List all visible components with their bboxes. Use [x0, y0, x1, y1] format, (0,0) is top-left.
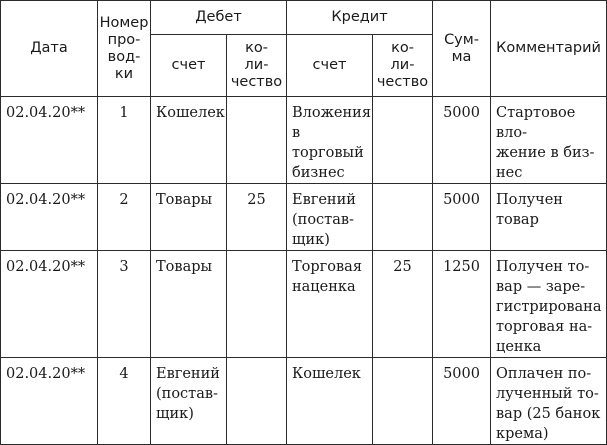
cell-debit-quantity [227, 97, 287, 184]
cell-debit-account: Товары [151, 184, 227, 251]
cell-number: 2 [98, 184, 151, 251]
header-debit-account: счет [151, 35, 227, 97]
header-debit: Дебет [151, 1, 287, 35]
table-row [1, 358, 607, 445]
cell-debit-quantity: 25 [227, 184, 287, 251]
cell-date: 02.04.20** [1, 358, 98, 445]
cell-credit-account: Евгений (постав- щик) [287, 184, 373, 251]
cell-comment: Оплачен по- лученный то- вар (25 банок крема) [491, 358, 607, 445]
cell-credit-quantity [373, 97, 433, 184]
cell-debit-account: Товары [151, 251, 227, 358]
cell-date: 02.04.20** [1, 97, 98, 184]
cell-comment: Стартовое вло- жение в биз- нес [491, 97, 607, 184]
header-comment: Комментарий [491, 1, 607, 97]
cell-number: 3 [98, 251, 151, 358]
header-sum: Сум- ма [433, 1, 491, 97]
cell-debit-account: Кошелек [151, 97, 227, 184]
header-credit-account: счет [287, 35, 373, 97]
cell-sum: 5000 [433, 358, 491, 445]
cell-credit-quantity: 25 [373, 251, 433, 358]
cell-date: 02.04.20** [1, 251, 98, 358]
cell-number: 1 [98, 97, 151, 184]
cell-credit-account: Вложения в торговый бизнес [287, 97, 373, 184]
header-credit-quantity: ко- ли- чество [373, 35, 433, 97]
cell-debit-account: Евгений (постав- щик) [151, 358, 227, 445]
header-credit: Кредит [287, 1, 433, 35]
cell-debit-quantity [227, 251, 287, 358]
header-date: Дата [1, 1, 98, 97]
table-row [1, 251, 607, 358]
cell-sum: 1250 [433, 251, 491, 358]
table-row [1, 97, 607, 184]
cell-date: 02.04.20** [1, 184, 98, 251]
cell-debit-quantity [227, 358, 287, 445]
cell-number: 4 [98, 358, 151, 445]
cell-sum: 5000 [433, 97, 491, 184]
cell-sum: 5000 [433, 184, 491, 251]
header-debit-quantity: ко- ли- чество [227, 35, 287, 97]
cell-credit-quantity [373, 358, 433, 445]
header-row-top [1, 1, 607, 35]
table-row [1, 184, 607, 251]
cell-comment: Получен товар [491, 184, 607, 251]
cell-credit-account: Кошелек [287, 358, 373, 445]
cell-comment: Получен то- вар — заре- гистрирована торговая на- ценка [491, 251, 607, 358]
cell-credit-account: Торговая наценка [287, 251, 373, 358]
header-posting-number: Номер про- вод- ки [98, 1, 151, 97]
cell-credit-quantity [373, 184, 433, 251]
